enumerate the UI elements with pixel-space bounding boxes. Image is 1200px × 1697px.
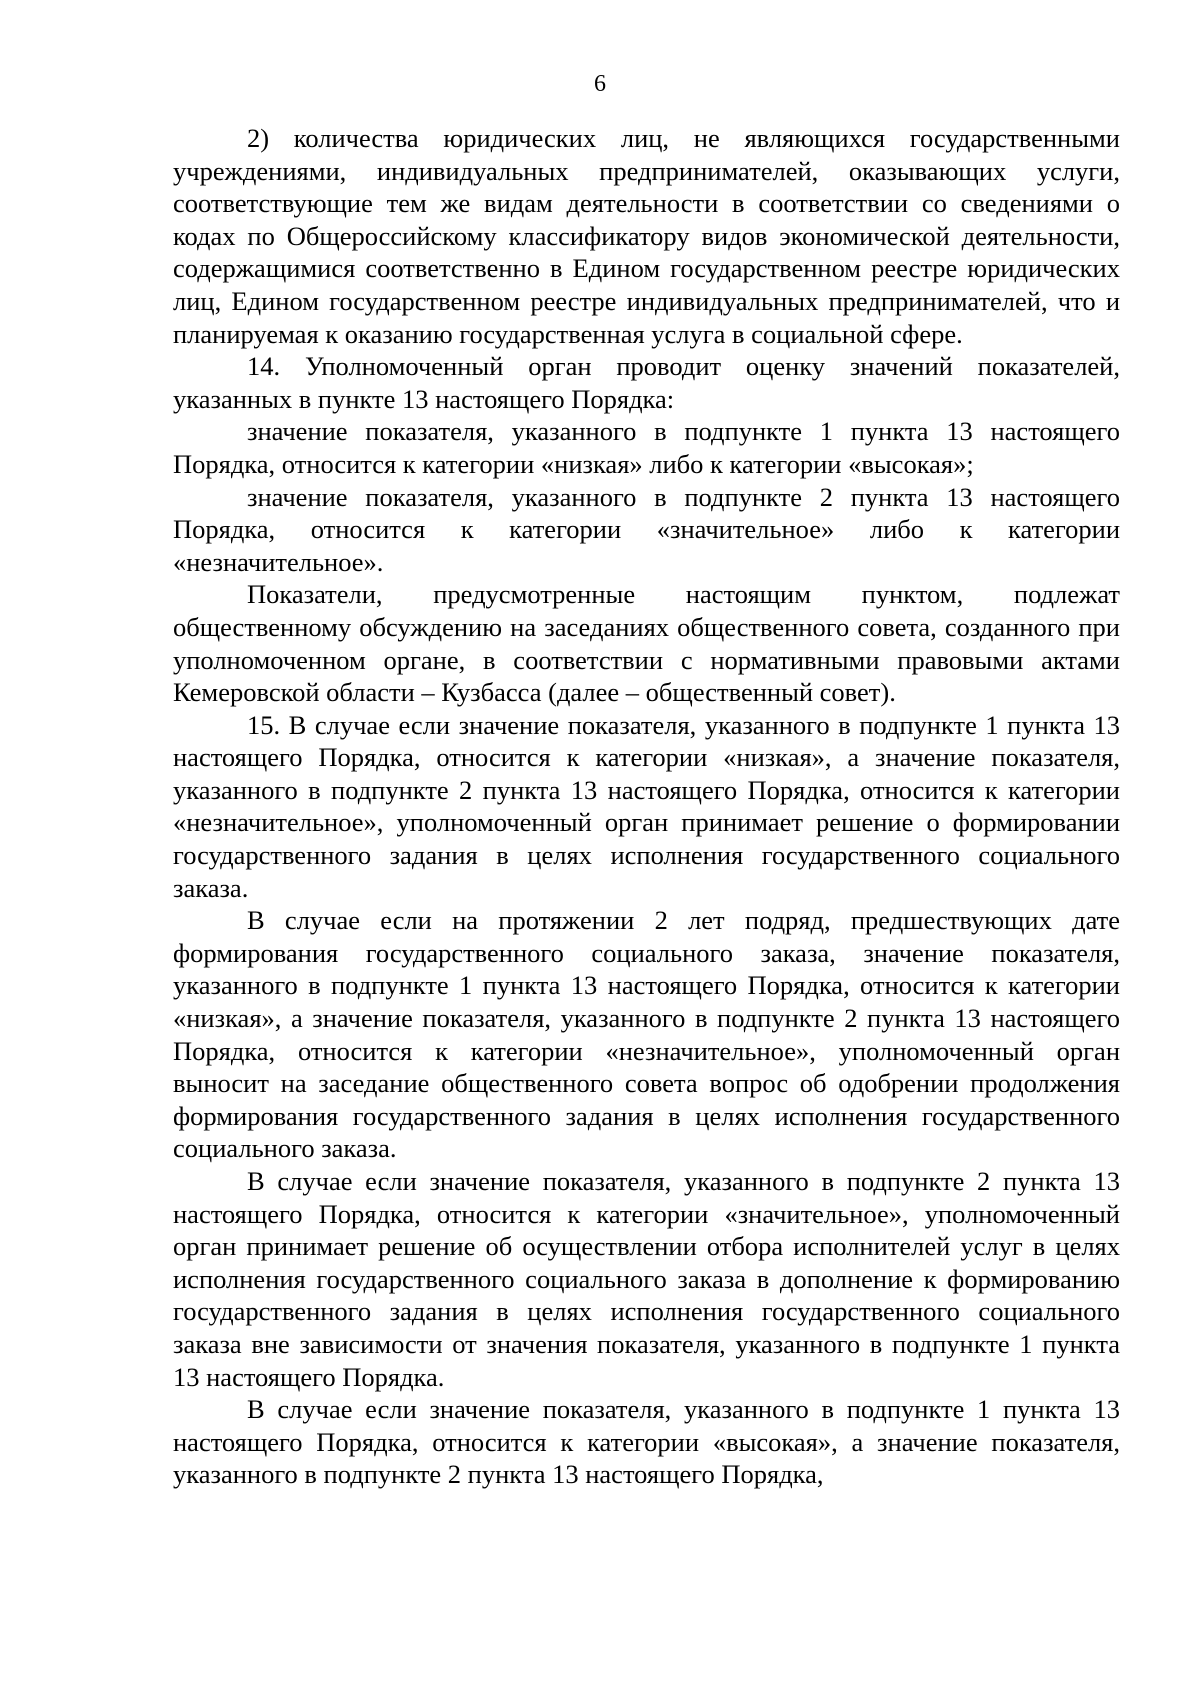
paragraph-clause-15: 15. В случае если значение показателя, указанного в подпункте 1 пункта 13 настоящего Порядка, относится к категории «низкая», а значение показателя, указанного в подпункте 2 пункта 13 настоящего Порядка, относится к категории «незначительное», уполномоченный орган принимает решение о формировании государственного задания в целях исполнения государственного социального заказа. — [173, 709, 1120, 903]
paragraph-high-case: В случае если значение показателя, указанного в подпункте 1 пункта 13 настоящего Порядка, относится к категории «высокая», а значение показателя, указанного в подпункте 2 пункта 13 настоящего Порядка, — [173, 1394, 1120, 1490]
paragraph-indicator-1-value: значение показателя, указанного в подпункте 1 пункта 13 настоящего Порядка, относится к категории «низкая» либо к категории «высокая»; — [173, 416, 1120, 479]
document-body — [173, 122, 1120, 1491]
paragraph-clause-14: 14. Уполномоченный орган проводит оценку значений показателей, указанных в пункте 13 настоящего Порядка: — [173, 351, 1120, 414]
paragraph-significant-case: В случае если значение показателя, указанного в подпункте 2 пункта 13 настоящего Порядка, относится к категории «значительное», уполномоченный орган принимает решение об осуществлении отбора исполнителей услуг в целях исполнения государственного социального заказа в дополнение к формированию государственного задания в целях исполнения государственного социального заказа вне зависимости от значения показателя, указанного в подпункте 1 пункта 13 настоящего Порядка. — [173, 1166, 1120, 1392]
paragraph-public-discussion: Показатели, предусмотренные настоящим пунктом, подлежат общественному обсуждению на заседаниях общественного совета, созданного при уполномоченном органе, в соответствии с нормативными правовыми актами Кемеровской области – Кузбасса (далее – общественный совет). — [173, 579, 1120, 708]
page-number: 6 — [594, 71, 606, 97]
paragraph-item-2: 2) количества юридических лиц, не являющихся государственными учреждениями, индивидуальных предпринимателей, оказывающих услуги, соответствующие тем же видам деятельности в соответствии со сведениями о кодах по Общероссийскому классификатору видов экономической деятельности, содержащимися соответственно в Едином государственном реестре юридических лиц, Едином государственном реестре индивидуальных предпринимателей, что и планируемая к оказанию государственная услуга в социальной сфере. — [173, 123, 1120, 349]
paragraph-two-years-case: В случае если на протяжении 2 лет подряд, предшествующих дате формирования государственного социального заказа, значение показателя, указанного в подпункте 1 пункта 13 настоящего Порядка, относится к категории «низкая», а значение показателя, указанного в подпункте 2 пункта 13 настоящего Порядка, относится к категории «незначительное», уполномоченный орган выносит на заседание общественного совета вопрос об одобрении продолжения формирования государственного задания в целях исполнения государственного социального заказа. — [173, 905, 1120, 1164]
paragraph-indicator-2-value: значение показателя, указанного в подпункте 2 пункта 13 настоящего Порядка, относится к категории «значительное» либо к категории «незначительное». — [173, 481, 1120, 577]
